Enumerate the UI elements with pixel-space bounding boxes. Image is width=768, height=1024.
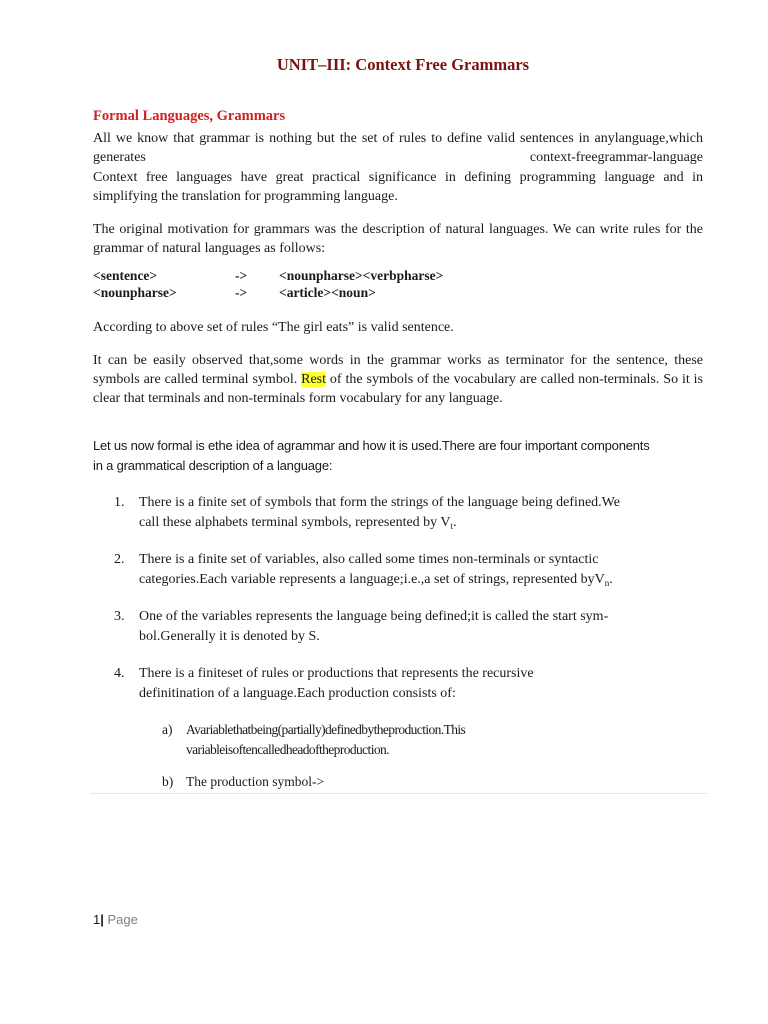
section-heading: Formal Languages, Grammars [93, 108, 286, 124]
paragraph-terminals [93, 351, 703, 408]
page-number: 1 [93, 912, 101, 927]
paragraph-motivation: The original motivation for grammars was the description of natural languages. We can write rules for the grammar of natural languages as follows: [93, 222, 703, 256]
list-line-text: call these alphabets terminal symbols, represented by V [139, 515, 451, 530]
sub-list-line: The production symbol-> [186, 774, 325, 789]
page-title: UNIT–III: Context Free Grammars [276, 55, 530, 74]
paragraph-valid-sentence: According to above set of rules “The girl eats” is valid sentence. [93, 320, 454, 335]
paragraph-intro [93, 129, 703, 167]
rule-arrow: -> [235, 268, 248, 283]
page-divider [90, 793, 707, 794]
list-line [139, 513, 684, 536]
subscript: t [450, 521, 454, 531]
list-number: 3. [114, 609, 125, 624]
list-line-text: categories.Each variable represents a language;i.e.,a set of strings, represented byV [139, 572, 605, 587]
rule-arrow: -> [235, 285, 248, 300]
list-line-tail: . [609, 572, 613, 587]
list-line: One of the variables represents the language being defined;it is called the start sym- [139, 609, 609, 624]
list-line: There is a finiteset of rules or productions that represents the recursive [139, 666, 534, 681]
terminals-text-start: It can be easily observed that,some words in the grammar works as terminator for the sentence, these symbols are called terminal symbol. [93, 353, 703, 387]
subscript: n [604, 578, 610, 588]
list-line: bol.Generally it is denoted by S. [139, 629, 320, 644]
highlighted-word: Rest [301, 372, 327, 387]
list-text [139, 664, 684, 704]
sub-list-letter: b) [162, 774, 174, 789]
rule-lhs: <sentence> [93, 268, 158, 283]
paragraph-grammar-components: Let us now formal is ethe idea of agrammar and how it is used.There are four important components in a grammatical description of a language: [93, 438, 650, 473]
sub-list-text [186, 720, 646, 760]
list-number: 1. [114, 495, 125, 510]
list-number: 2. [114, 552, 125, 567]
footer-separator: | [100, 912, 104, 927]
list-line-tail: . [453, 515, 457, 530]
sub-list-letter: a) [162, 722, 173, 737]
sub-list-text [186, 772, 646, 792]
rule-rhs: <nounpharse><verbpharse> [279, 268, 444, 283]
rule-lhs: <nounpharse> [93, 285, 177, 300]
list-text [139, 493, 684, 536]
page-footer [93, 912, 138, 927]
list-line: definitination of a language.Each production consists of: [139, 686, 456, 701]
sub-list-line: Avariablethatbeing(partially)definedbytheproduction.This [186, 722, 466, 737]
sub-list-line: variableisoftencalledheadoftheproduction. [186, 742, 389, 757]
page-label: Page [103, 912, 138, 927]
list-text [139, 607, 684, 647]
paragraph-cfl-significance: Context free languages have great practical significance in defining programming language and in simplifying the translation for programming language. [93, 170, 703, 204]
list-line [139, 570, 684, 593]
paragraph-intro-text: All we know that grammar is nothing but the set of rules to define valid sentences in anylanguage,which generates context-freegrammar-language [93, 131, 703, 165]
rule-rhs: <article><noun> [279, 285, 376, 300]
list-text [139, 550, 684, 593]
list-line: There is a finite set of variables, also called some times non-terminals or syntactic [139, 552, 599, 567]
list-number: 4. [114, 666, 125, 681]
terminals-text-end: of the symbols of the vocabulary are called non-terminals. So it is clear that terminals and non-terminals form vocabulary for any language. [93, 372, 704, 406]
list-line: There is a finite set of symbols that form the strings of the language being defined.We [139, 495, 620, 510]
